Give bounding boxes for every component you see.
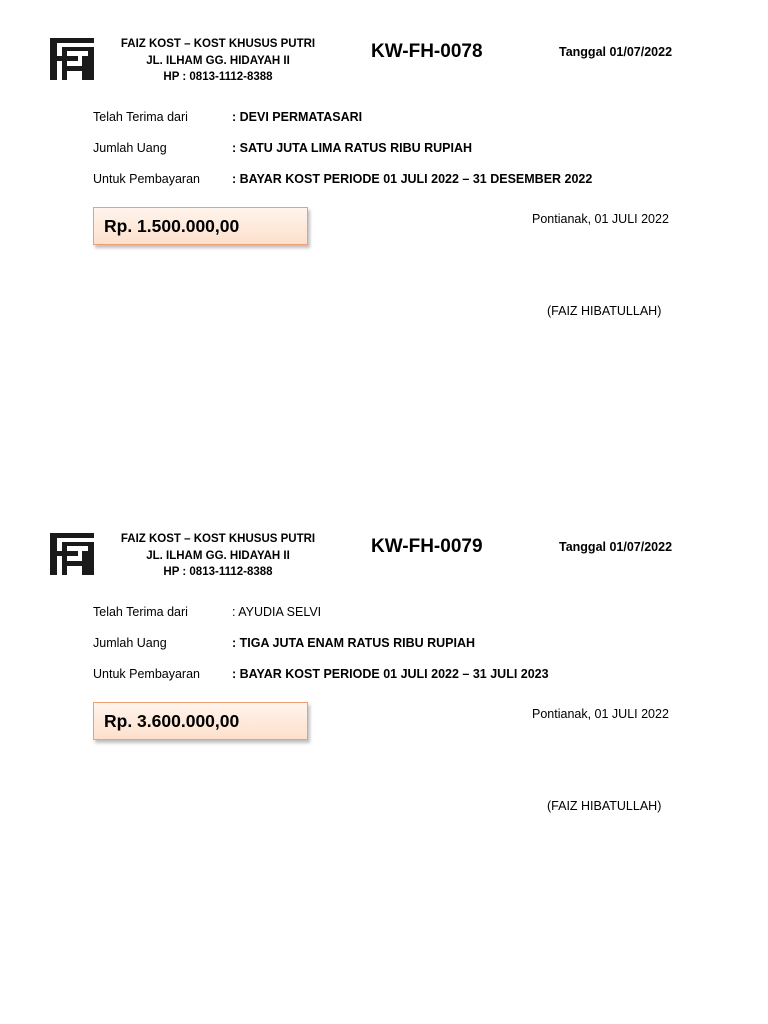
received-from-label: Telah Terima dari xyxy=(93,605,188,619)
fh-logo-icon xyxy=(48,529,96,577)
signer-name: (FAIZ HIBATULLAH) xyxy=(547,304,662,318)
amount-box xyxy=(93,702,308,740)
amount-box xyxy=(93,207,308,245)
payment-for-value: : BAYAR KOST PERIODE 01 JULI 2022 – 31 DESEMBER 2022 xyxy=(232,172,593,186)
receipt-2 xyxy=(0,495,768,935)
amount-words-label: Jumlah Uang xyxy=(93,141,167,155)
company-header xyxy=(108,36,328,86)
receipt-number: KW-FH-0078 xyxy=(371,41,483,62)
receipt-1 xyxy=(0,0,768,440)
amount-words-value: : TIGA JUTA ENAM RATUS RIBU RUPIAH xyxy=(232,636,476,650)
received-from-value: : AYUDIA SELVI xyxy=(232,605,322,619)
company-address: JL. ILHAM GG. HIDAYAH II xyxy=(146,54,290,67)
received-from-label: Telah Terima dari xyxy=(93,110,188,124)
company-header xyxy=(108,531,328,581)
company-name: FAIZ KOST – KOST KHUSUS PUTRI xyxy=(120,533,316,545)
amount-words-value: : SATU JUTA LIMA RATUS RIBU RUPIAH xyxy=(232,141,473,155)
amount-words-label: Jumlah Uang xyxy=(93,636,167,650)
amount-value: Rp. 1.500.000,00 xyxy=(104,216,240,236)
company-name: FAIZ KOST – KOST KHUSUS PUTRI xyxy=(120,38,316,50)
payment-for-value: : BAYAR KOST PERIODE 01 JULI 2022 – 31 JULI 2023 xyxy=(232,667,549,681)
payment-for-label: Untuk Pembayaran xyxy=(93,667,201,681)
place-date: Pontianak, 01 JULI 2022 xyxy=(532,212,669,226)
company-phone: HP : 0813-1112-8388 xyxy=(163,71,273,83)
signer-name: (FAIZ HIBATULLAH) xyxy=(547,799,662,813)
amount-value: Rp. 3.600.000,00 xyxy=(104,711,240,731)
receipt-date: Tanggal 01/07/2022 xyxy=(559,45,673,59)
receipt-date: Tanggal 01/07/2022 xyxy=(559,540,673,554)
received-from-value: : DEVI PERMATASARI xyxy=(232,110,363,124)
payment-for-label: Untuk Pembayaran xyxy=(93,172,201,186)
company-address: JL. ILHAM GG. HIDAYAH II xyxy=(146,549,290,562)
receipt-number: KW-FH-0079 xyxy=(371,536,483,557)
place-date: Pontianak, 01 JULI 2022 xyxy=(532,707,669,721)
company-phone: HP : 0813-1112-8388 xyxy=(163,566,273,578)
fh-logo-icon xyxy=(48,34,96,82)
